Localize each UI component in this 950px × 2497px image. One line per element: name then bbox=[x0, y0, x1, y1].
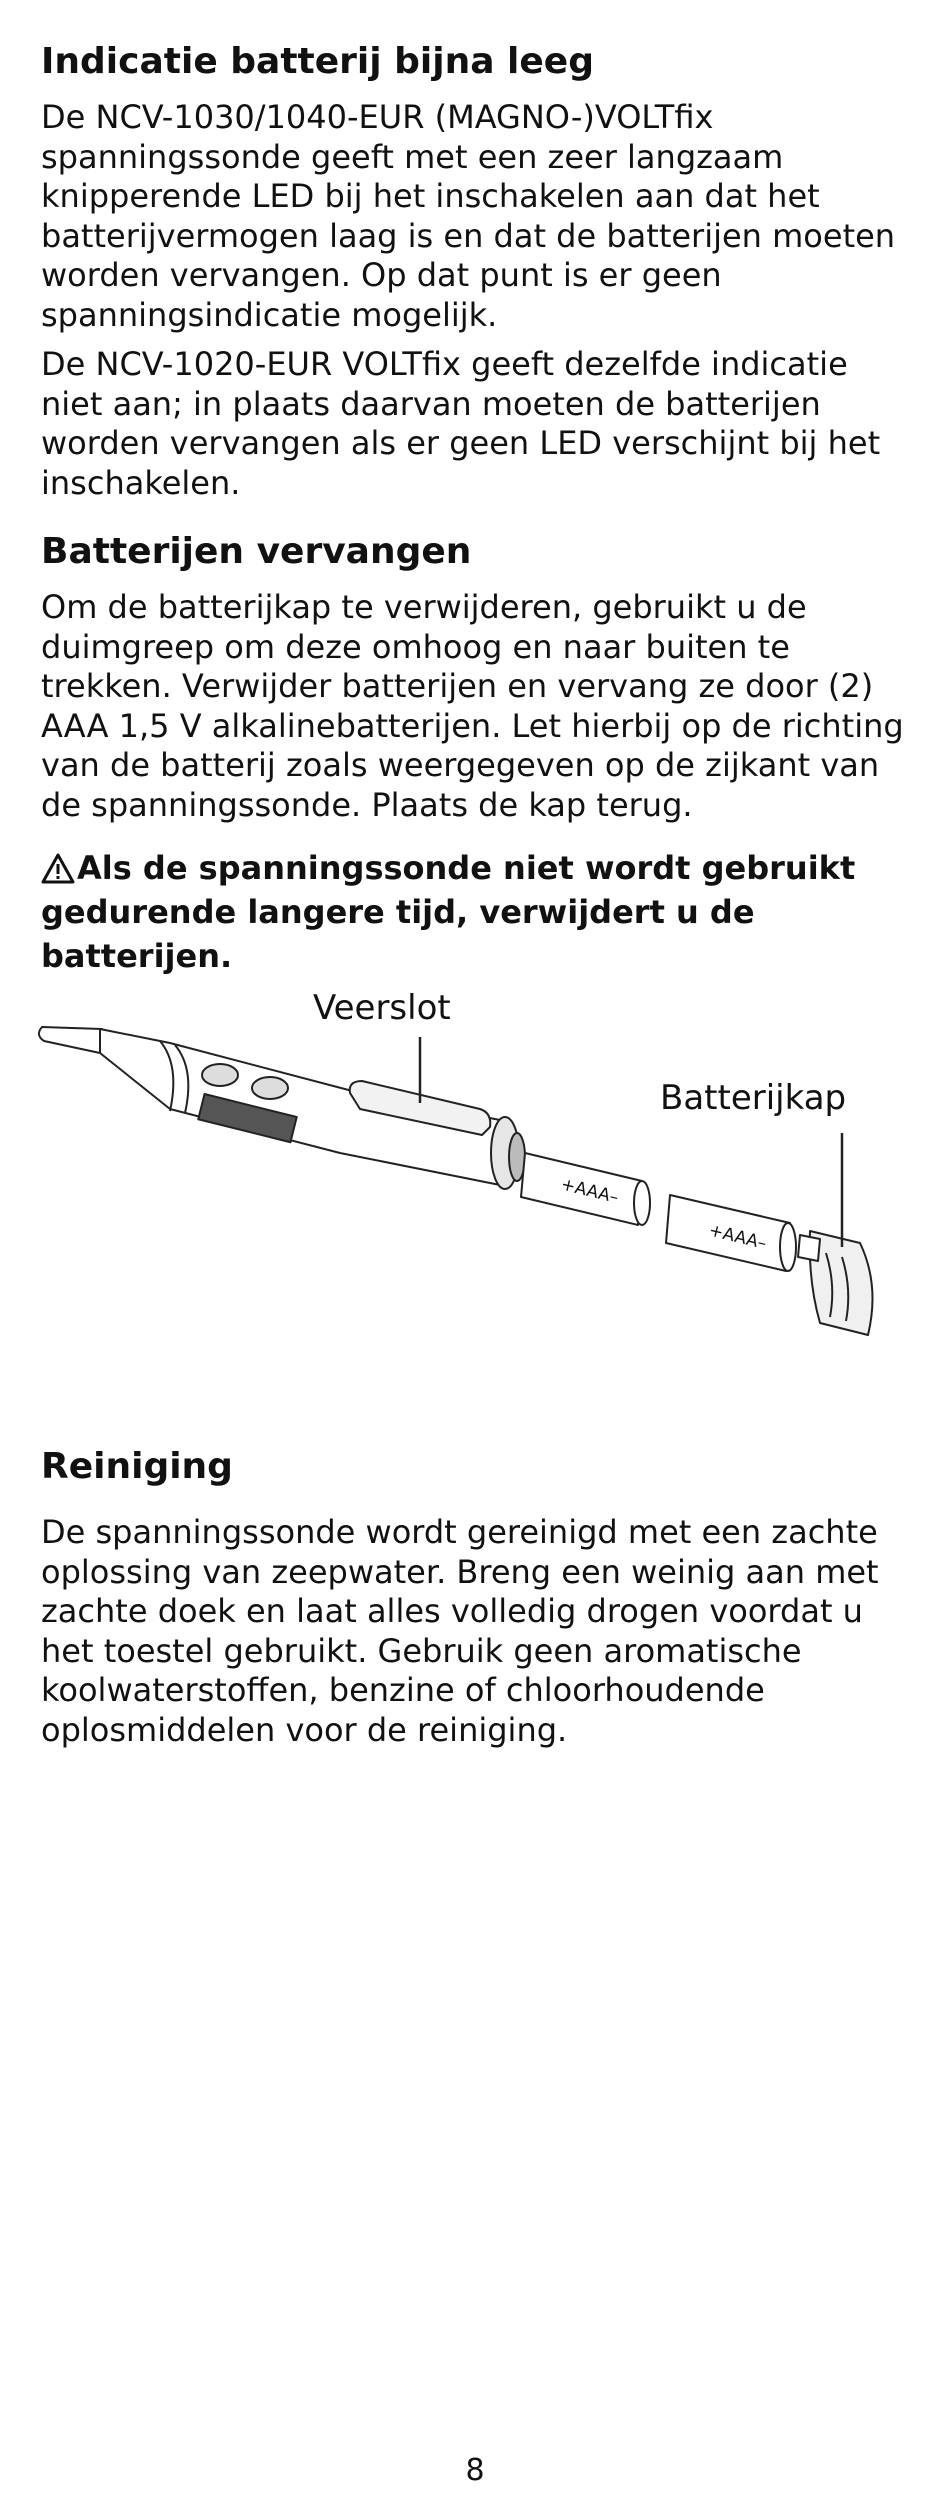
battery-2-label: +AAA– bbox=[706, 1220, 769, 1255]
battery-warning bbox=[41, 846, 921, 978]
probe-button-1 bbox=[202, 1064, 238, 1086]
cleaning-heading: Reiniging bbox=[41, 1446, 233, 1487]
probe-button-2 bbox=[252, 1077, 288, 1099]
clip-label: Veerslot bbox=[313, 988, 451, 1028]
low-battery-paragraph-1: De NCV-1030/1040-EUR (MAGNO-)VOLTfix spanningssonde geeft met een zeer langzaam knipperende LED bij het inschakelen aan dat het batterijvermogen laag is en dat de batterijen moeten worden vervangen. Op dat punt is er geen spanningsindicatie mogelijk. bbox=[41, 98, 896, 334]
cap-label: Batterijkap bbox=[660, 1078, 847, 1118]
replace-batteries-heading: Batterijen vervangen bbox=[41, 531, 472, 572]
battery-warning-text: Als de spanningssonde niet wordt gebruikt gedurende langere tijd, verwijdert u de batterijen. bbox=[41, 849, 856, 975]
warning-triangle-icon bbox=[41, 852, 75, 884]
probe-tip bbox=[39, 1027, 102, 1053]
low-battery-paragraph-2: De NCV-1020-EUR VOLTfix geeft dezelfde indicatie niet aan; in plaats daarvan moeten de batterijen worden vervangen als er geen LED verschijnt bij het inschakelen. bbox=[41, 345, 881, 502]
battery-replacement-figure bbox=[30, 985, 930, 1405]
low-battery-heading: Indicatie batterij bijna leeg bbox=[41, 41, 594, 82]
battery-1-label: +AAA– bbox=[558, 1174, 621, 1209]
cleaning-paragraph: De spanningssonde wordt gereinigd met een zachte oplossing van zeepwater. Breng een weinig aan met zachte doek en laat alles volledig drogen voordat u het toestel gebruikt. Gebruik geen aromatische koolwaterstoffen, benzine of chloorhoudende oplosmiddelen voor de reiniging. bbox=[41, 1513, 879, 1749]
replace-batteries-paragraph: Om de batterijkap te verwijderen, gebruikt u de duimgreep om deze omhoog en naar buiten te trekken. Verwijder batterijen en vervang ze door (2) AAA 1,5 V alkalinebatterijen. Let hierbij op de richting van de batterij zoals weergegeven op de zijkant van de spanningssonde. Plaats de kap terug. bbox=[41, 588, 904, 824]
page-number: 8 bbox=[465, 2453, 485, 2488]
